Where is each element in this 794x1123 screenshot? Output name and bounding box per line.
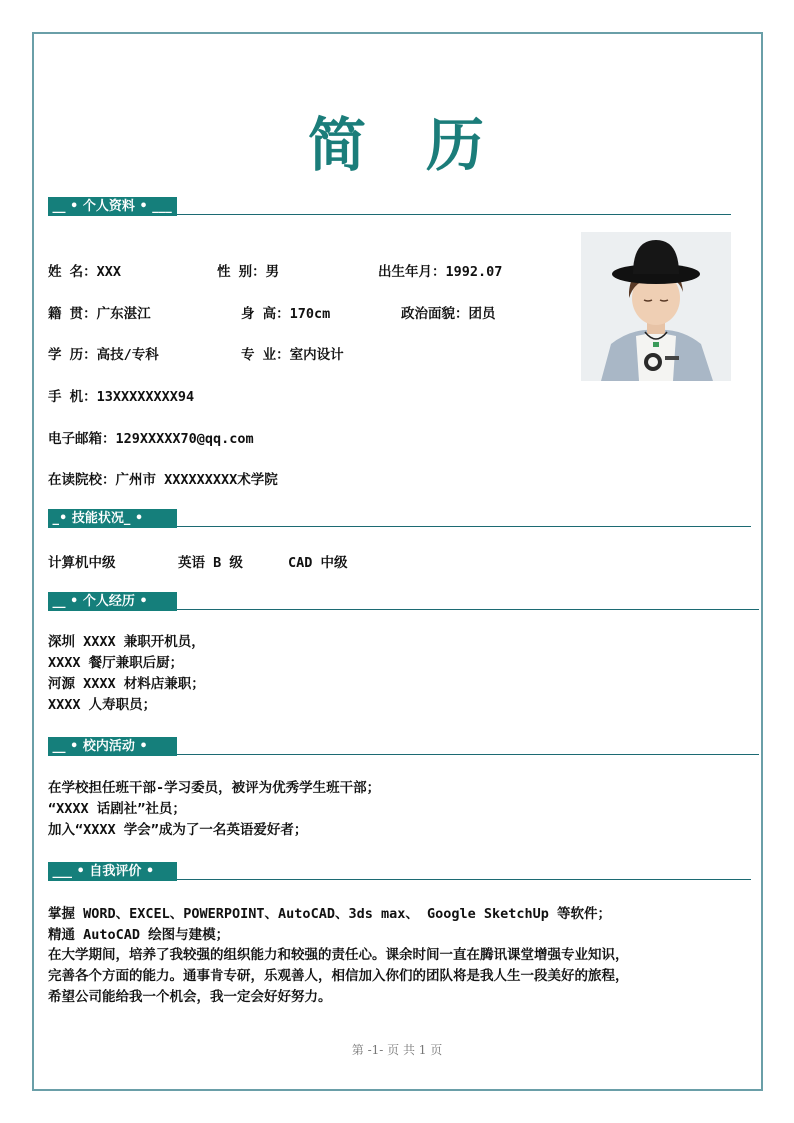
field-hometown: 籍 贯：广东湛江 (48, 306, 151, 322)
field-name: 姓 名：XXX (48, 264, 122, 280)
section-divider (177, 609, 759, 610)
field-height: 身 高：170cm (241, 306, 331, 322)
skill-item: 英语 B 级 (178, 555, 243, 571)
campus-item: “XXXX 话剧社”社员； (48, 801, 186, 817)
field-phone: 手 机：13XXXXXXXX94 (48, 389, 195, 405)
field-gender: 性 别：男 (217, 264, 280, 280)
section-divider (177, 754, 759, 755)
skill-item: CAD 中级 (288, 555, 348, 571)
section-label: __ • 个人资料 • ___ (48, 197, 177, 216)
field-education: 学 历：高技/专科 (48, 347, 159, 363)
page-number: 第 -1- 页 共 1 页 (351, 1043, 443, 1057)
experience-item: XXXX 人寿职员； (48, 697, 157, 713)
field-politics: 政治面貌：团员 (401, 306, 496, 322)
self-eval-line: 希望公司能给我一个机会，我一定会好好努力。 (48, 989, 332, 1005)
section-divider (177, 879, 751, 880)
self-eval-line: 在大学期间，培养了我较强的组织能力和较强的责任心。课余时间一直在腾讯课堂增强专业知识， (48, 947, 629, 963)
section-label: ___ • 自我评价 • (48, 862, 177, 881)
experience-item: XXXX 餐厅兼职后厨； (48, 655, 184, 671)
section-label: _• 技能状况_ • (48, 509, 177, 528)
field-birth: 出生年月：1992.07 (378, 264, 503, 280)
field-school: 在读院校：广州市 XXXXXXXXX术学院 (48, 472, 278, 488)
experience-item: 深圳 XXXX 兼职开机员， (48, 634, 205, 650)
resume-title (0, 98, 794, 182)
self-eval-line: 掌握 WORD、EXCEL、POWERPOINT、AutoCAD、3ds max、 Google SketchUp 等软件； (48, 906, 612, 922)
self-eval-line: 完善各个方面的能力。通事肯专研，乐观善人，相信加入你们的团队将是我人生一段美好的旅程， (48, 968, 629, 984)
campus-item: 在学校担任班干部-学习委员，被评为优秀学生班干部； (48, 780, 381, 796)
experience-item: 河源 XXXX 材料店兼职； (48, 676, 205, 692)
section-divider (177, 526, 751, 527)
self-eval-line: 精通 AutoCAD 绘图与建模； (48, 927, 230, 943)
profile-photo-illustration (581, 232, 731, 381)
profile-photo (581, 232, 731, 381)
section-label: __ • 校内活动 • (48, 737, 177, 756)
campus-item: 加入“XXXX 学会”成为了一名英语爱好者； (48, 822, 308, 838)
title-char-2: 历 (426, 111, 487, 179)
skill-item: 计算机中级 (48, 555, 116, 571)
field-major: 专 业：室内设计 (241, 347, 344, 363)
field-email: 电子邮箱：129XXXXX70@qq.com (48, 431, 254, 447)
title-char-1: 简 (307, 111, 368, 179)
section-divider (177, 214, 731, 215)
section-label: __ • 个人经历 • (48, 592, 177, 611)
